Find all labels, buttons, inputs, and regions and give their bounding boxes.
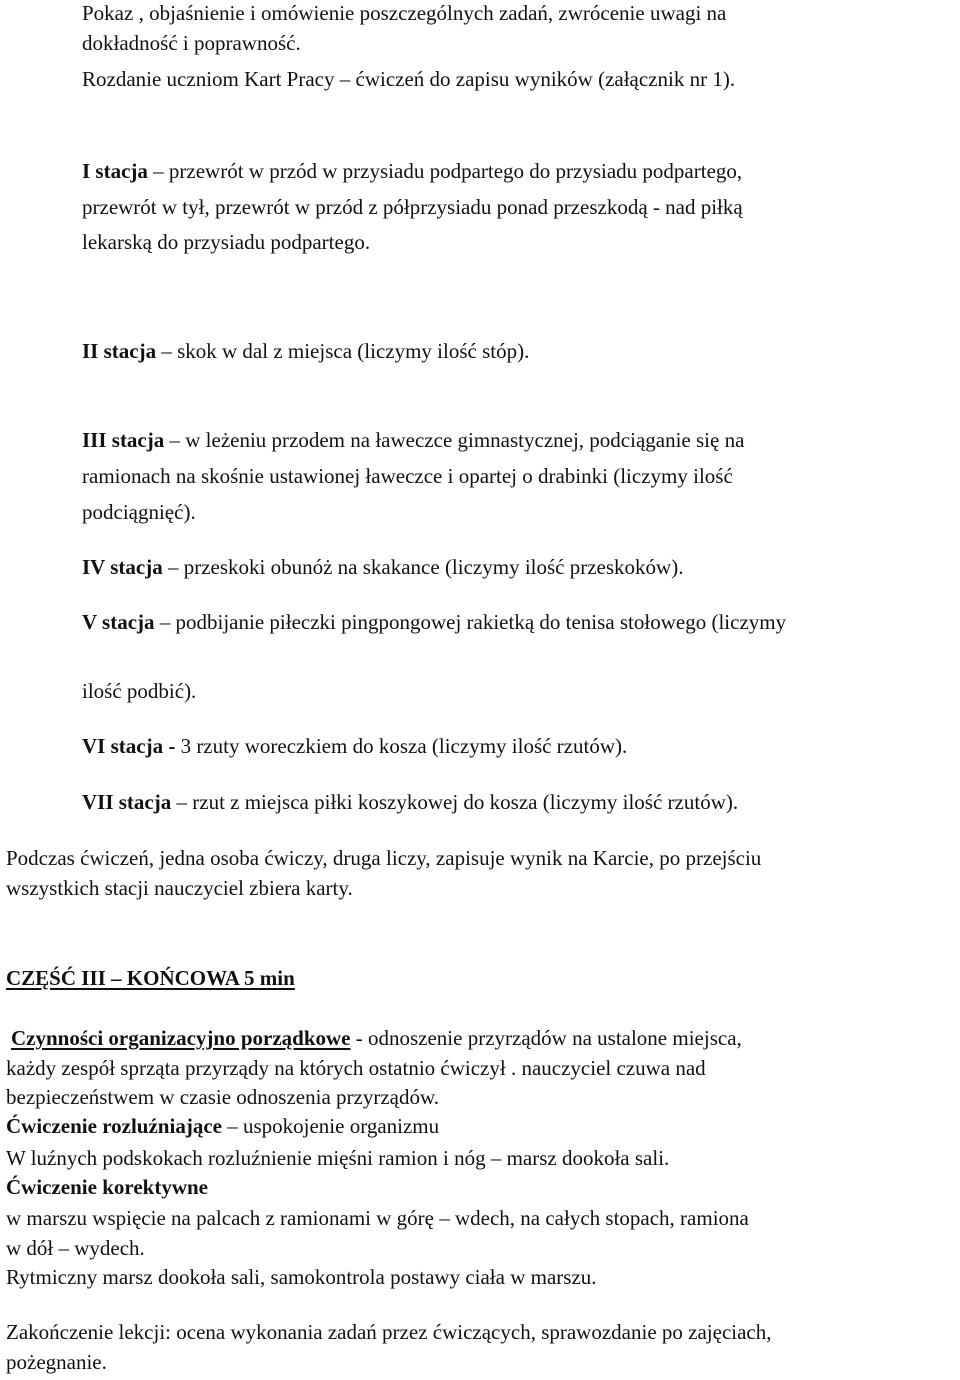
- ending-line-2: pożegnanie.: [6, 1350, 107, 1374]
- station-4-text: – przeskoki obunóż na skakance (liczymy ilość przeskoków).: [162, 555, 684, 579]
- corrective-line-2: w dół – wydech.: [6, 1236, 145, 1260]
- part-3-heading: CZĘŚĆ III – KOŃCOWA 5 min: [6, 966, 295, 990]
- station-4-line: [82, 552, 683, 582]
- station-6-line: [82, 731, 627, 761]
- station-3-line-3: podciągnięć).: [82, 500, 196, 524]
- intro-line-2: dokładność i poprawność.: [82, 31, 301, 55]
- station-3-line-2: ramionach na skośnie ustawionej ławeczce i opartej o drabinki (liczymy ilość: [82, 464, 733, 488]
- station-5-line-2: ilość podbić).: [82, 679, 197, 703]
- station-5-line-1: [82, 607, 786, 637]
- station-1-text: – przewrót w przód w przysiadu podpartego do przysiadu podpartego,: [147, 159, 743, 183]
- org-line-1: [11, 1023, 742, 1053]
- relax-text: – uspokojenie organizmu: [221, 1114, 440, 1138]
- station-1-line-1: [82, 156, 742, 186]
- station-6-label: VI stacja -: [82, 734, 176, 758]
- station-1-line-2: przewrót w tył, przewrót w przód z półprzysiadu ponad przeszkodą - nad piłką: [82, 195, 743, 219]
- station-2-label: II stacja: [82, 339, 157, 363]
- org-line-2: każdy zespół sprząta przyrządy na których ostatnio ćwiczył . nauczyciel czuwa nad: [6, 1056, 706, 1080]
- relax-line-2: W luźnych podskokach rozluźnienie mięśni ramion i nóg – marsz dookoła sali.: [6, 1146, 670, 1170]
- station-7-text: – rzut z miejsca piłki koszykowej do kosza (liczymy ilość rzutów).: [171, 790, 739, 814]
- station-5-label: V stacja: [82, 610, 155, 634]
- station-4-label: IV stacja: [82, 555, 163, 579]
- station-7-line: [82, 787, 738, 817]
- relax-label: Ćwiczenie rozluźniające: [6, 1114, 222, 1138]
- org-text: - odnoszenie przyrządów na ustalone miejsca,: [350, 1026, 742, 1050]
- station-1-line-3: lekarską do przysiadu podpartego.: [82, 230, 371, 254]
- station-3-line-1: [82, 425, 744, 455]
- corrective-line-1: w marszu wspięcie na palcach z ramionami w górę – wdech, na całych stopach, ramiona: [6, 1206, 749, 1230]
- station-2-text: – skok w dal z miejsca (liczymy ilość stóp).: [156, 339, 530, 363]
- station-5-text: – podbijanie piłeczki pingpongowej rakietką do tenisa stołowego (liczymy: [154, 610, 787, 634]
- station-3-text: – w leżeniu przodem na ławeczce gimnastycznej, podciąganie się na: [164, 428, 745, 452]
- exercise-note-line-1: Podczas ćwiczeń, jedna osoba ćwiczy, druga liczy, zapisuje wynik na Karcie, po przejściu: [6, 846, 762, 870]
- org-label: Czynności organizacyjno porządkowe: [11, 1026, 351, 1050]
- station-1-label: I stacja: [82, 159, 148, 183]
- station-3-label: III stacja: [82, 428, 165, 452]
- corrective-line-3: Rytmiczny marsz dookoła sali, samokontrola postawy ciała w marszu.: [6, 1265, 597, 1289]
- corrective-label: Ćwiczenie korektywne: [6, 1175, 208, 1199]
- station-6-text: 3 rzuty woreczkiem do kosza (liczymy ilość rzutów).: [175, 734, 628, 758]
- station-7-label: VII stacja: [82, 790, 172, 814]
- relax-line-1: [6, 1111, 439, 1141]
- intro-line-1: Pokaz , objaśnienie i omówienie poszczególnych zadań, zwrócenie uwagi na: [82, 1, 727, 25]
- org-line-3: bezpieczeństwem w czasie odnoszenia przyrządów.: [6, 1085, 440, 1109]
- exercise-note-line-2: wszystkich stacji nauczyciel zbiera karty.: [6, 876, 353, 900]
- station-2-line: [82, 336, 529, 366]
- ending-line-1: Zakończenie lekcji: ocena wykonania zadań przez ćwiczących, sprawozdanie po zajęciach,: [6, 1320, 772, 1344]
- intro-line-3: Rozdanie uczniom Kart Pracy – ćwiczeń do zapisu wyników (załącznik nr 1).: [82, 67, 736, 91]
